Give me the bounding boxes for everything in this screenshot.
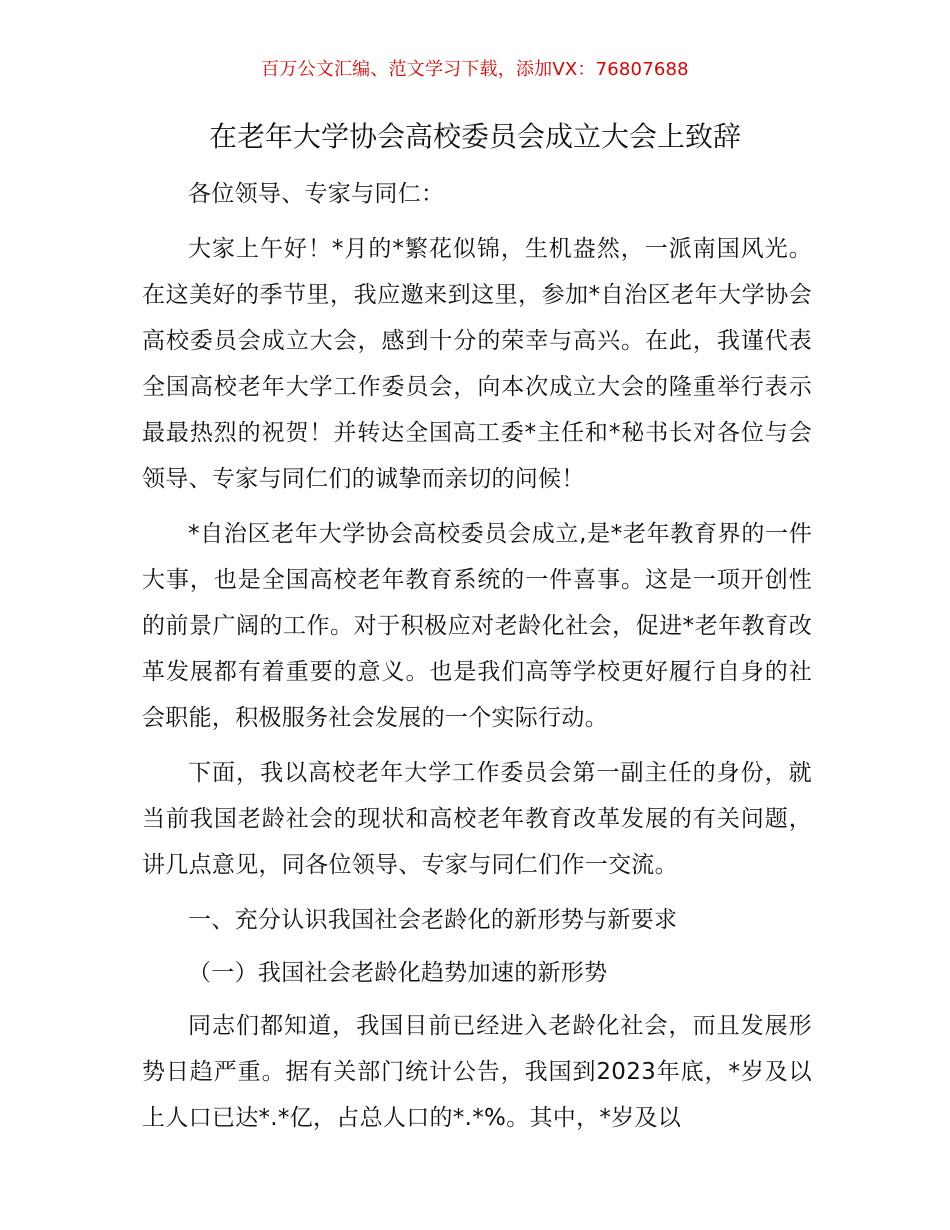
paragraph-intro: 下面，我以高校老年大学工作委员会第一副主任的身份，就当前我国老龄社会的现状和高校老年教育改革发展的有关问题，讲几点意见，同各位领导、专家与同仁们作一交流。 xyxy=(142,760,812,878)
watermark-text: 百万公文汇编、范文学习下载，添加VX：76807688 xyxy=(261,59,689,80)
section-heading-1-1: （一）我国社会老龄化趋势加速的新形势 xyxy=(188,960,608,986)
paragraph-aging-trend: 同志们都知道，我国目前已经进入老龄化社会，而且发展形势日趋严重。据有关部门统计公告，我国到2023年底，*岁及以上人口已达*.*亿，占总人口的*.*%。其中，*岁及以 xyxy=(142,1013,812,1131)
document-title: 在老年大学协会高校委员会成立大会上致辞 xyxy=(208,120,741,153)
salutation: 各位领导、专家与同仁： xyxy=(188,181,445,207)
paragraph-greeting: 大家上午好！*月的*繁花似锦，生机盎然，一派南国风光。在这美好的季节里，我应邀来到这里，参加*自治区老年大学协会高校委员会成立大会，感到十分的荣幸与高兴。在此，我谨代表全国高校老年大学工作委员会，向本次成立大会的隆重举行表示最最热烈的祝贺！并转达全国高工委*主任和*秘书长对各位与会领导、专家与同仁们的诚挚而亲切的问候！ xyxy=(142,236,812,492)
section-heading-1: 一、充分认识我国社会老龄化的新形势与新要求 xyxy=(188,907,678,933)
document-body xyxy=(142,171,812,1150)
paragraph-significance: *自治区老年大学协会高校委员会成立,是*老年教育界的一件大事，也是全国高校老年教育系统的一件喜事。这是一项开创性的前景广阔的工作。对于积极应对老龄化社会，促进*老年教育改革发展都有着重要的意义。也是我们高等学校更好履行自身的社会职能，积极服务社会发展的一个实际行动。 xyxy=(142,521,812,731)
